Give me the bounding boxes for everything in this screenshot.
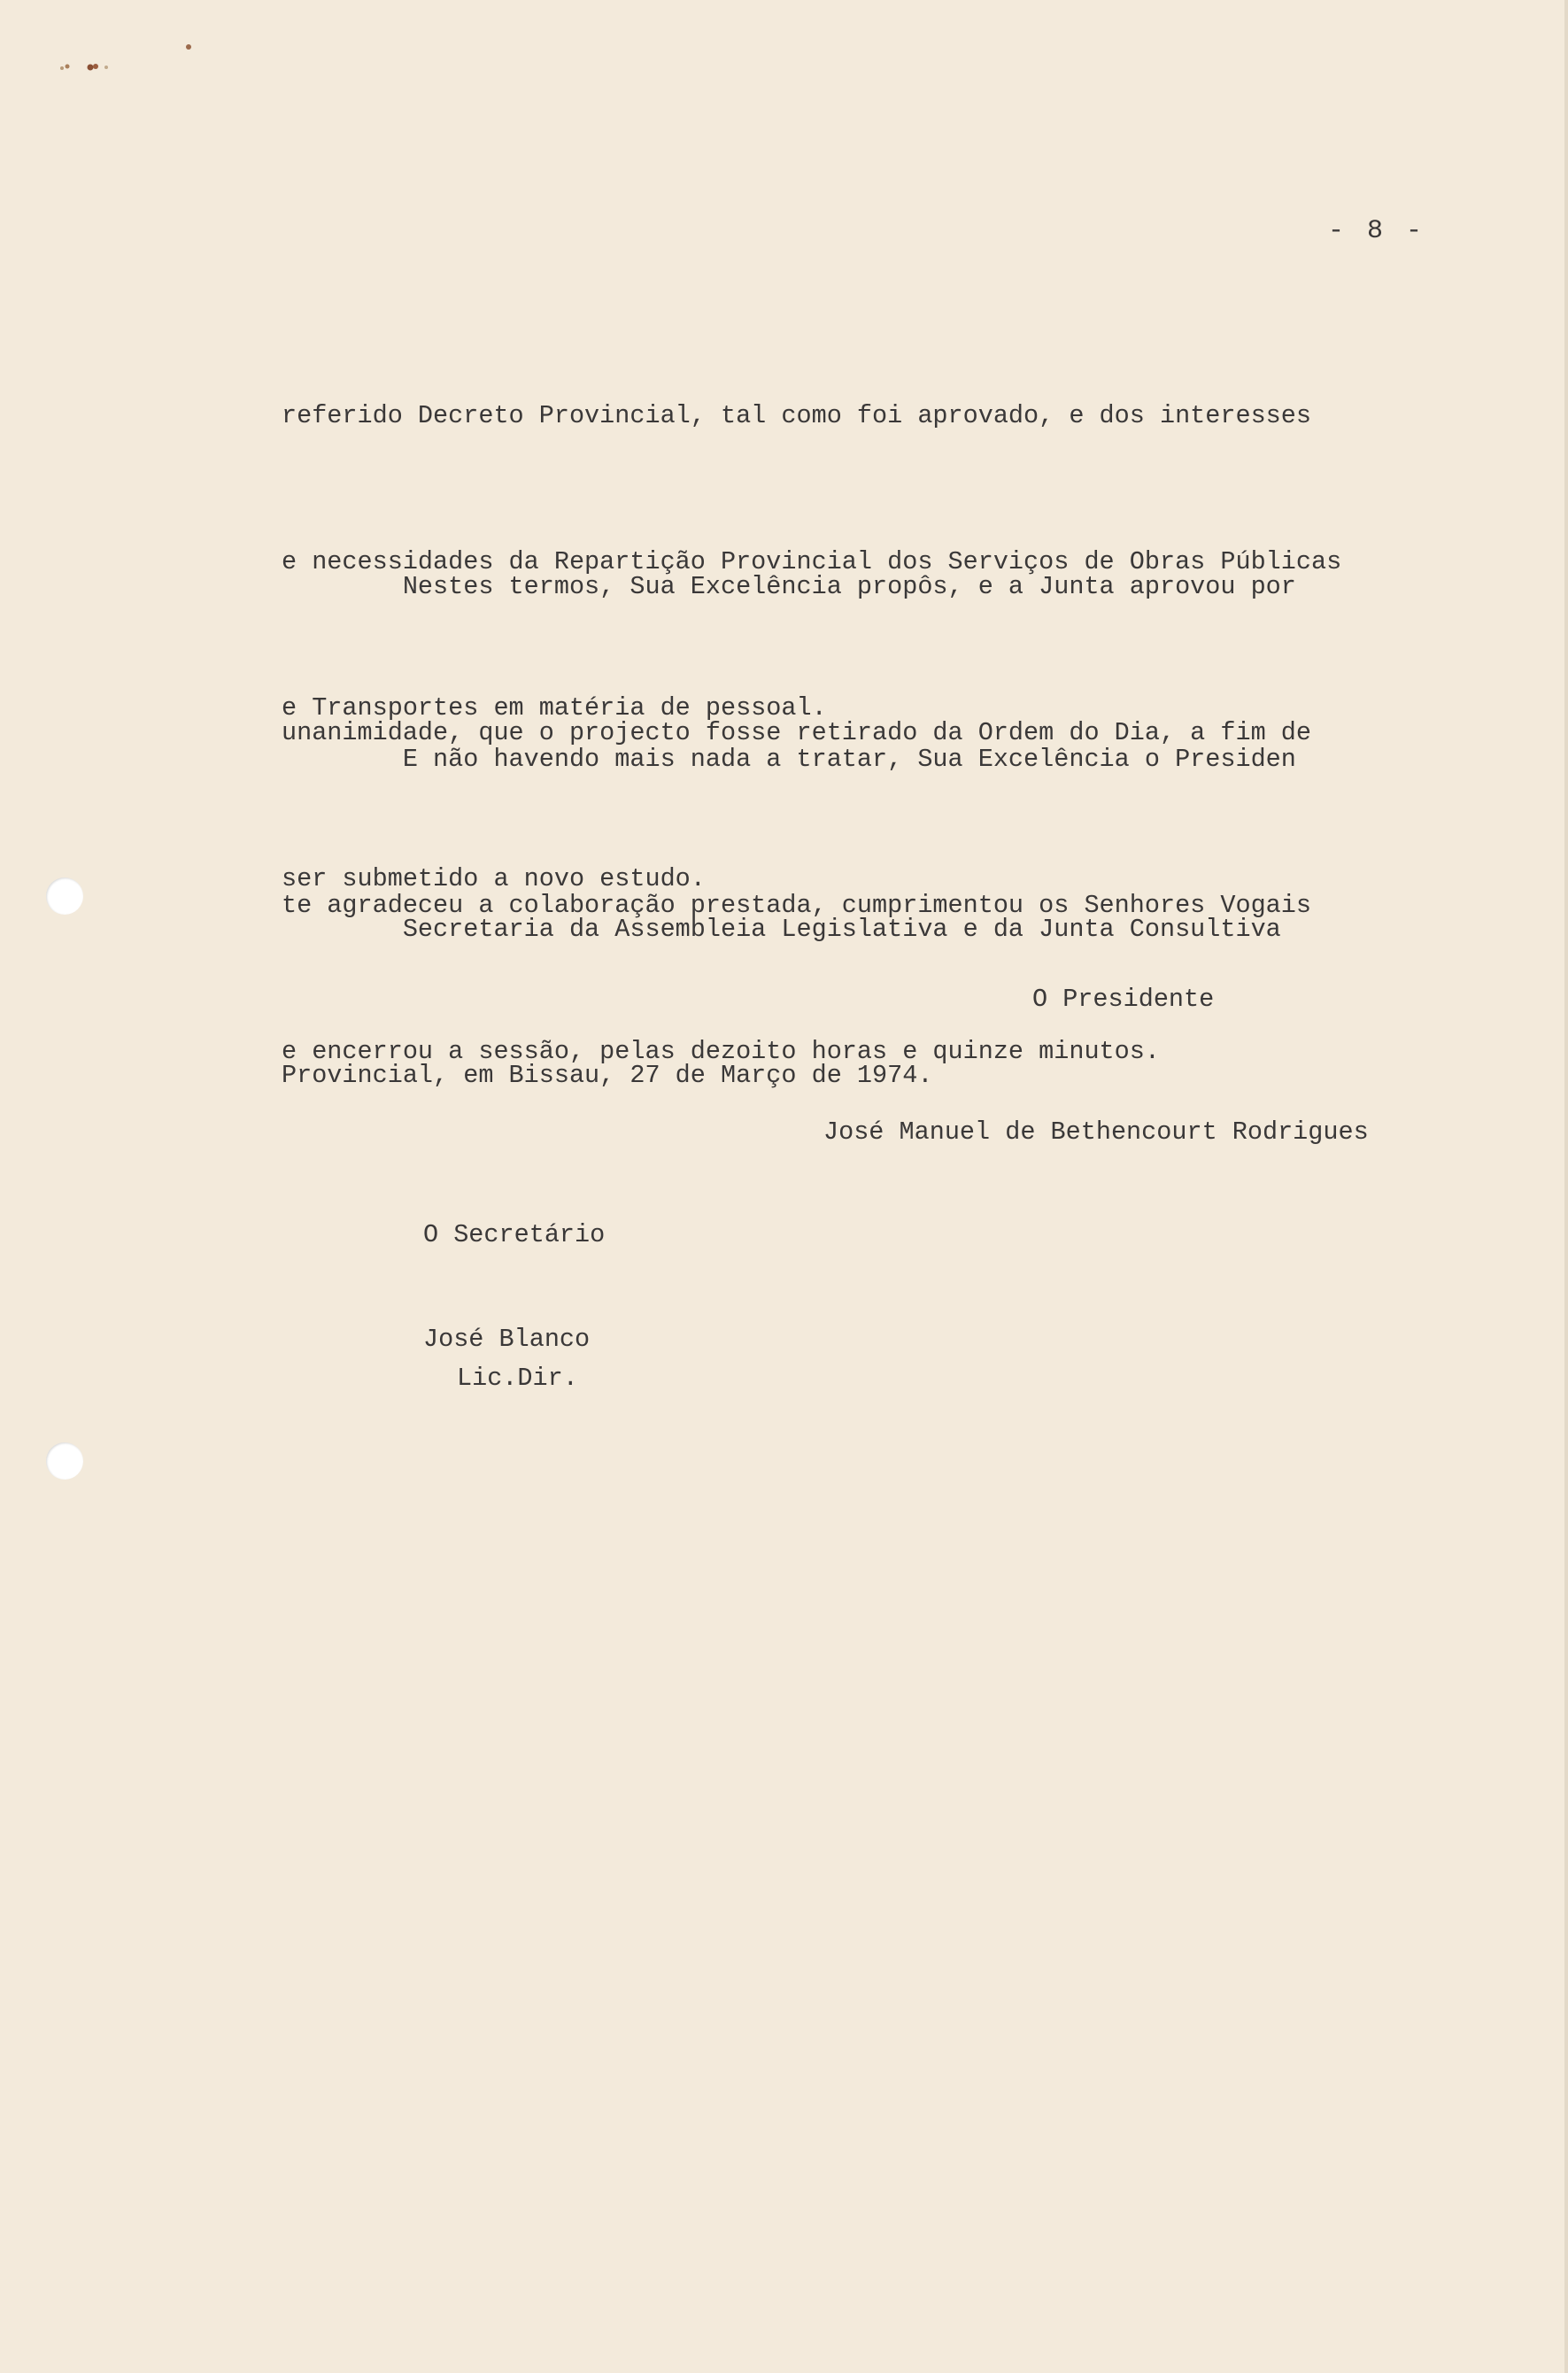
ink-dot-mark (184, 43, 193, 51)
president-title: O Presidente (1032, 985, 1215, 1014)
text-line: ser submetido a novo estudo. (282, 864, 706, 893)
text-line: te agradeceu a colaboração prestada, cumprimentou os Senhores Vogais (282, 891, 1311, 920)
text-line: Nestes termos, Sua Excelência propôs, e a Junta aprovou por (282, 572, 1296, 601)
text-line: E não havendo mais nada a tratar, Sua Excelência o Presiden (282, 745, 1296, 774)
president-name: José Manuel de Bethencourt Rodrigues (823, 1117, 1369, 1147)
page-number: - 8 - (1328, 216, 1426, 246)
text-line: e Transportes em matéria de pessoal. (282, 693, 827, 723)
punch-hole (46, 877, 83, 915)
text-line: e necessidades da Repartição Provincial dos Serviços de Obras Públicas (282, 547, 1342, 576)
secretary-degree: Lic.Dir. (457, 1364, 578, 1393)
text-line: unanimidade, que o projecto fosse retirado da Ordem do Dia, a fim de (282, 718, 1311, 747)
text-line: e encerrou a sessão, pelas dezoito horas e quinze minutos. (282, 1037, 1160, 1066)
text-line: Secretaria da Assembleia Legislativa e da Junta Consultiva (282, 915, 1281, 944)
secretary-name: José Blanco (423, 1325, 591, 1354)
ink-stain-mark (55, 57, 135, 76)
punch-hole (46, 1442, 83, 1480)
page-edge (1564, 0, 1568, 2373)
text-line: referido Decreto Provincial, tal como foi aprovado, e dos interesses (282, 401, 1311, 430)
text-line: Provincial, em Bissau, 27 de Março de 1974. (282, 1061, 933, 1090)
secretary-title: O Secretário (423, 1220, 606, 1249)
